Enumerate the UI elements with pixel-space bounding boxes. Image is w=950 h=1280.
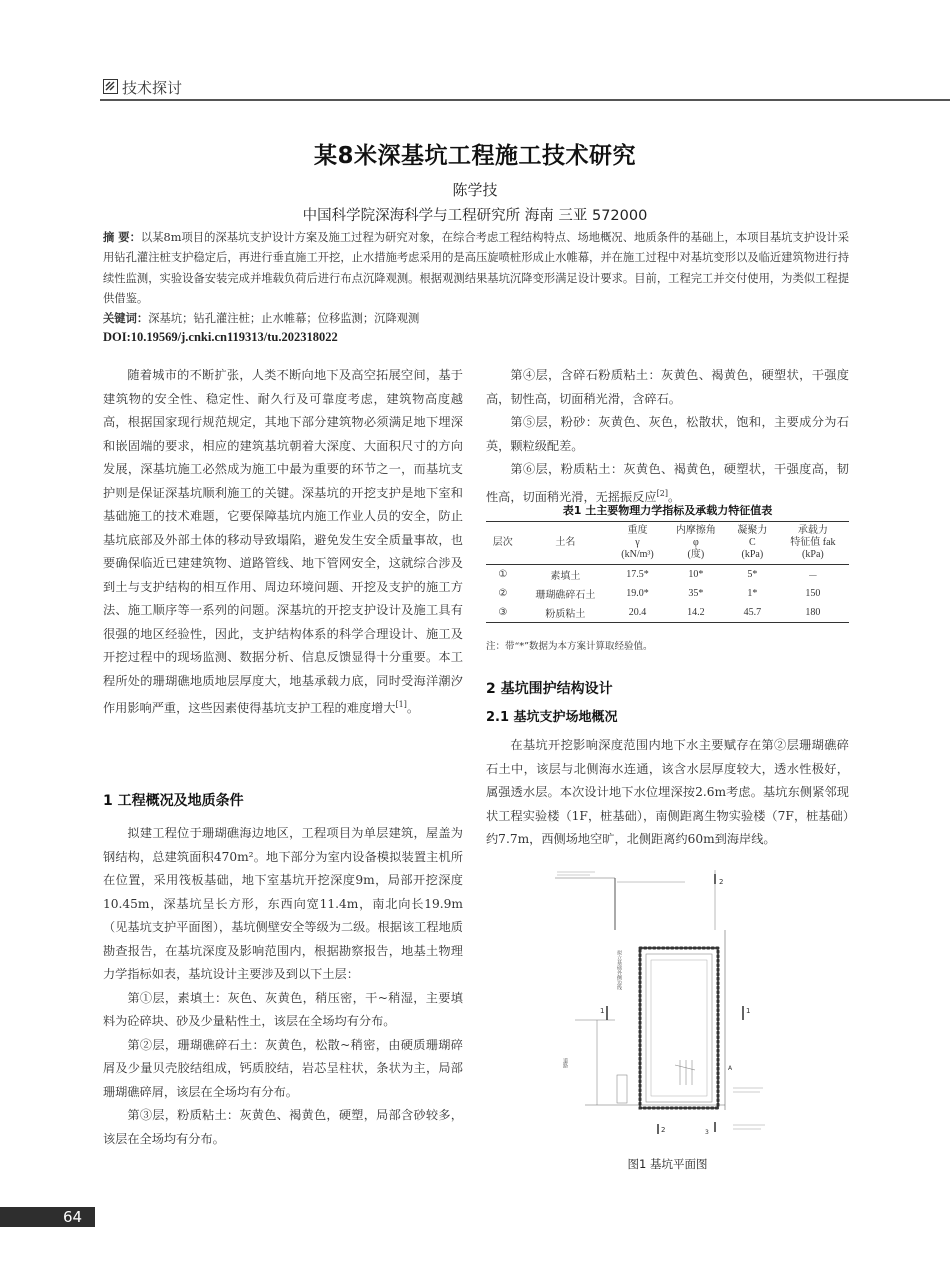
table-title: 表1 土主要物理力学指标及承载力特征值表 — [562, 504, 773, 517]
citation-ref: [1] — [395, 700, 407, 709]
left-column-intro — [103, 364, 463, 721]
right-column-section21 — [486, 734, 849, 852]
layer-4-paragraph: 第④层，含碎石粉质粘土：灰黄色、褐黄色，硬塑状，干强度高，韧性高，切面稍光滑，含碎石。 — [486, 368, 849, 406]
paper-title: 某8米深基坑工程施工技术研究 — [313, 143, 636, 169]
soil-properties-table — [486, 521, 849, 623]
layer-2-paragraph: 第②层，珊瑚礁碎石土：灰黄色，松散~稍密，由硬质珊瑚碎屑及少量贝壳胶结组成，钙质胶结，岩芯呈柱状，条状为主，局部珊瑚礁碎屑，该层在全场均有分布。 — [103, 1037, 463, 1099]
layer-3-paragraph: 第③层，粉质粘土：灰黄色、褐黄色，硬塑，局部含砂较多，该层在全场均有分布。 — [103, 1108, 463, 1146]
table-cell: 素填土 — [550, 571, 581, 582]
table-cell: 20.4 — [611, 603, 664, 623]
table-cell: 150 — [805, 588, 821, 599]
section-mark-a: A — [728, 1065, 733, 1072]
table-header-cell: 土名 — [520, 522, 612, 565]
site-plan-drawing — [555, 870, 770, 1140]
table-note: 注：带“*”数据为本方案计算取经验值。 — [486, 641, 653, 652]
table-cell: 10* — [688, 569, 704, 580]
table-body — [486, 565, 849, 623]
section21-paragraph: 在基坑开挖影响深度范围内地下水主要赋存在第②层珊瑚礁碎石土中，该层与北侧海水连通，该含水层厚度较大，透水性极好，属强透水层。本次设计地下水位埋深按2.6m考虑。基坑东侧紧邻现状工程实验楼（1F，桩基础），南侧距离生物实验楼（7F，桩基础）约7.7m，西侧场地空旷，北侧距离约60m到海岸线。 — [486, 738, 849, 846]
table-header-cell: 层次 — [486, 522, 520, 565]
table-cell: 珊瑚礁碎石土 — [535, 590, 596, 601]
table-cell: 粉质粘土 — [520, 603, 612, 623]
section-1-heading: 1 工程概况及地质条件 — [103, 793, 244, 809]
section-mark-1-right: 1 — [746, 1007, 751, 1015]
table-cell: 5* — [747, 569, 758, 580]
table-header-cell: 重度 γ (kN/m³) — [611, 522, 664, 565]
section-mark-1-left: 1 — [600, 1007, 605, 1015]
table-header-cell: 凝聚力 C (kPa) — [728, 522, 777, 565]
section-header: 技术探讨 — [122, 79, 183, 97]
abstract-text: 以某8m项目的深基坑支护设计方案及施工过程为研究对象，在综合考虑工程结构特点、场地概况、地质条件的基础上，本项目基坑支护设计采用钻孔灌注桩支护稳定后，再进行垂直施工开挖，止水措施考虑采用的是高压旋喷桩形成止水帷幕，并在施工过程中对基坑变形以及临近建筑物进行持续性监测，实验设备安装完成并堆载负荷后进行布点沉降观测。根据观测结果基坑沉降变形满足设计要求。目前，工程完工并交付使用，为类似工程提供借鉴。 — [103, 231, 850, 306]
table-header-cell: 承载力 特征值 fak (kPa) — [777, 522, 849, 565]
table-cell: 1* — [747, 588, 758, 599]
table-cell: ③ — [486, 603, 520, 623]
affiliation: 中国科学院深海科学与工程研究所 海南 三亚 572000 — [302, 208, 648, 224]
section-2-heading: 2 基坑围护结构设计 — [486, 681, 613, 697]
layer-1-paragraph: 第①层，素填土：灰色、灰黄色，稍压密，干~稍湿，主要填料为砼碎块、砂及少量粘性土，该层在全场均有分布。 — [103, 990, 463, 1028]
table-header-cell: 内摩擦角 φ (度) — [664, 522, 728, 565]
table-cell: 14.2 — [664, 603, 728, 623]
table-cell: － — [807, 571, 818, 582]
figure-caption: 图1 基坑平面图 — [627, 1157, 708, 1171]
table-row — [486, 565, 849, 585]
section-mark-2-top: 2 — [719, 878, 724, 886]
page-number: 64 — [63, 1208, 83, 1226]
right-column-layers — [486, 364, 849, 509]
keywords-text: 深基坑；钻孔灌注桩；止水帷幕；位移监测；沉降观测 — [148, 312, 420, 325]
keywords — [103, 310, 849, 326]
table-row — [486, 603, 849, 623]
site-plan-figure — [555, 870, 770, 1140]
section-icon — [103, 79, 118, 94]
boundary-label: 拟立基础外侧边线 — [616, 950, 622, 990]
layer-5-paragraph: 第⑤层，粉砂：灰黄色、灰色，松散状，饱和，主要成分为石英，颗粒级配差。 — [486, 415, 849, 453]
table-cell: ② — [498, 588, 508, 599]
road-label: 道路 — [562, 1058, 568, 1068]
section1-paragraph: 拟建工程位于珊瑚礁海边地区，工程项目为单层建筑，屋盖为钢结构，总建筑面积470m²。地下部分为室内设备模拟装置主机所在位置，采用筏板基础，地下室基坑开挖深度9m，局部开挖深度10.45m，深基坑呈长方形，东西向宽11.4m，南北向长19.9m（见基坑支护平面图），基坑侧壁安全等级为二级。根据该工程地质勘查报告，在基坑深度及影响范围内，根据勘察报告，地基土物理力学指标如表，基坑设计主要涉及到以下土层： — [103, 826, 463, 981]
table-cell: 35* — [688, 588, 704, 599]
abstract-label: 摘 要： — [103, 231, 141, 244]
abstract — [103, 228, 849, 310]
author: 陈学技 — [452, 181, 498, 199]
section-mark-3: 3 — [705, 1129, 709, 1136]
table-cell: 180 — [777, 603, 849, 623]
table-cell: ① — [498, 569, 508, 580]
left-column-section1 — [103, 822, 463, 1151]
table-header-row — [486, 522, 849, 565]
table-cell: 17.5* — [626, 569, 649, 580]
layer-6-paragraph: 第⑥层，粉质粘土：灰黄色、褐黄色，硬塑状，干强度高，韧性高，切面稍光滑，无摇振反应[2]。 — [486, 462, 849, 504]
section-2-1-heading: 2.1 基坑支护场地概况 — [486, 710, 618, 725]
intro-paragraph: 随着城市的不断扩张，人类不断向地下及高空拓展空间，基于建筑物的安全性、稳定性、耐久行及可靠度考虑，建筑物高度越高，根据国家现行规范规定，其地下部分建筑物必须满足地下埋深和嵌固端的要求，相应的建筑基坑朝着大深度、大面积尺寸的方向发展，深基坑施工必然成为施工中最为重要的环节之一，而基坑支护则是保证深基坑顺利施工的关键。深基坑的开挖支护是地下室和基础施工的技术难题，它要保障基坑内施工作业人员的安全，防止基坑底部及外部土体的移动导致塌陷，避免发生安全质量事故，也要确保临近已建建筑物、道路管线、地下管网安全，这就综合涉及到土与支护结构的相互作用、周边环境问题、开挖及支护的施工方法、施工顺序等一系列的问题。深基坑的开挖支护设计及施工具有很强的地区经验性，因此，支护结构体系的科学合理设计、施工及开挖过程中的现场监测、数据分析、信息反馈显得十分重要。本工程所处的珊瑚礁地质地层厚度大，地基承载力底，同时受海洋潮汐作用影响严重，这些因素使得基坑支护工程的难度增大[1]。 — [103, 368, 463, 716]
table-row — [486, 584, 849, 603]
keywords-label: 关键词： — [103, 312, 149, 325]
citation-ref: [2] — [656, 488, 668, 498]
table-cell: 19.0* — [626, 588, 649, 599]
table-cell: 45.7 — [728, 603, 777, 623]
doi: DOI:10.19569/j.cnki.cn119313/tu.202318022 — [103, 330, 338, 344]
header-rule — [100, 99, 950, 101]
section-mark-2-bottom: 2 — [661, 1126, 666, 1134]
